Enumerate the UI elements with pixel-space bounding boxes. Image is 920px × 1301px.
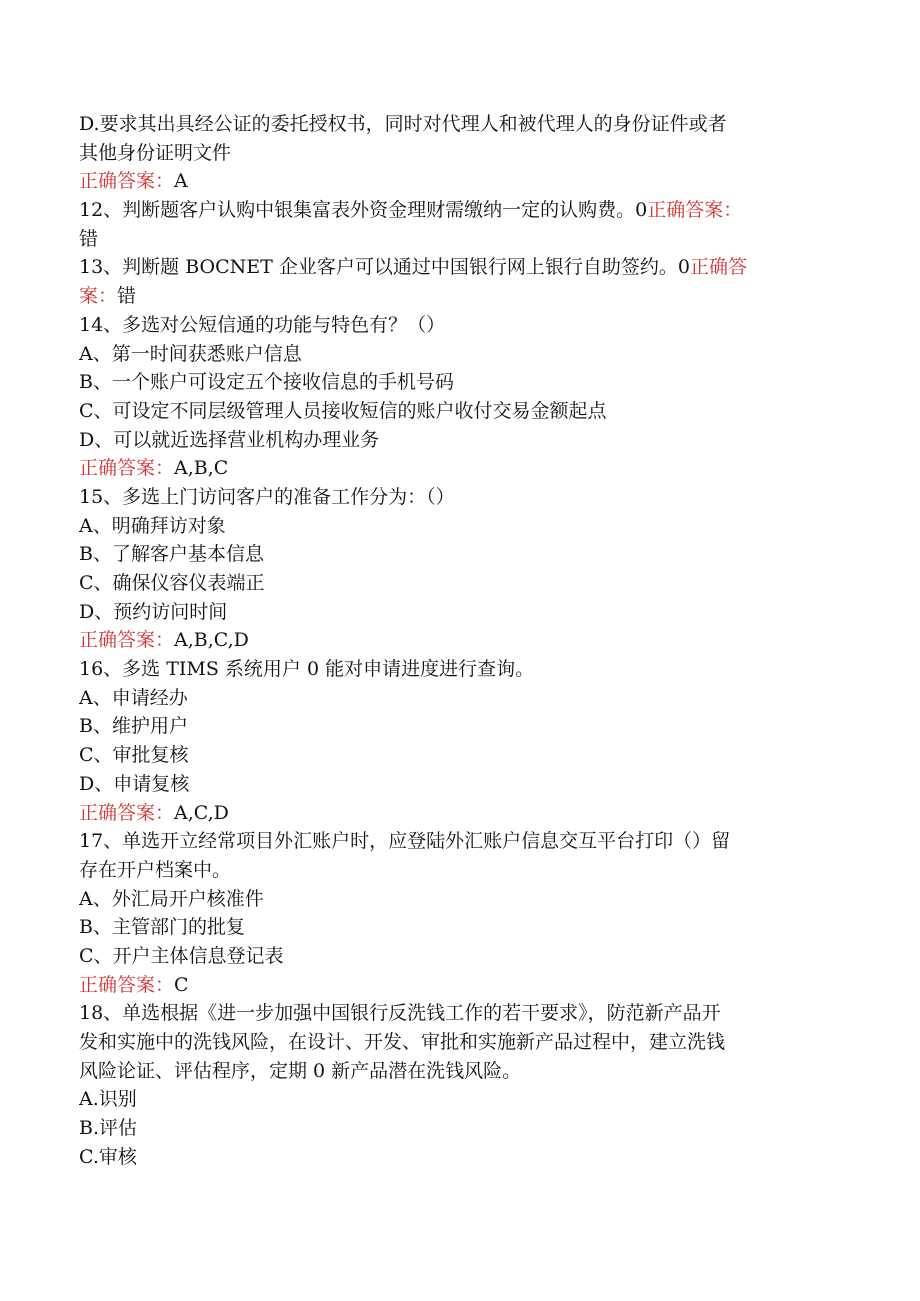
option-line (79, 942, 824, 971)
option-line (79, 1114, 824, 1143)
text-line (79, 110, 824, 139)
answer-label: 正确答案： (79, 629, 175, 652)
line-text: 发和实施中的洗钱风险，在设计、开发、审批和实施新产品过程中，建立洗钱 (79, 1031, 726, 1053)
option-line (79, 741, 824, 770)
line-text: B、主管部门的批复 (79, 916, 245, 939)
line-text: D.要求其出具经公证的委托授权书，同时对代理人和被代理人的身份证件或者 (79, 113, 727, 135)
line-text: C、确保仪容仪表端正 (79, 572, 265, 594)
text-line (79, 1028, 824, 1057)
line-text: A、明确拜访对象 (79, 514, 226, 537)
line-text: C、可设定不同层级管理人员接收短信的账户收付交易金额起点 (79, 399, 607, 422)
answer-label: 正确答案： (79, 973, 175, 996)
text-line (79, 139, 824, 168)
text-line (79, 856, 824, 885)
option-line (79, 397, 824, 426)
answer-value: A,C,D (174, 801, 229, 824)
option-line (79, 340, 824, 369)
option-line (79, 598, 824, 627)
option-line (79, 1143, 824, 1172)
line-text: 16、多选 TIMS 系统用户 0 能对申请进度进行查询。 (79, 658, 535, 681)
answer-line (79, 971, 824, 1000)
question-line (79, 196, 824, 225)
line-text: D、可以就近选择营业机构办理业务 (79, 428, 380, 451)
line-text: 错 (79, 227, 99, 250)
answer-value: A,B,C,D (174, 629, 249, 652)
line-text: D、预约访问时间 (79, 600, 228, 623)
line-text: A、第一时间获悉账户信息 (79, 342, 302, 365)
option-line (79, 540, 824, 569)
option-line (79, 684, 824, 713)
option-line (79, 569, 824, 598)
line-text: C、审批复核 (79, 744, 189, 767)
line-text: 15、多选上门访问客户的准备工作分为：（） (79, 485, 455, 508)
line-text: D、申请复核 (79, 772, 190, 795)
line-text: 其他身份证明文件 (79, 141, 232, 164)
line-text: B、一个账户可设定五个接收信息的手机号码 (79, 371, 454, 394)
option-line (79, 885, 824, 914)
question-line (79, 999, 824, 1028)
question-line (79, 827, 824, 856)
answer-label: 正确答案： (647, 199, 743, 222)
line-text: 12、判断题客户认购中银集富表外资金理财需缴纳一定的认购费。0 (79, 199, 648, 222)
option-line (79, 712, 824, 741)
question-line (79, 311, 824, 340)
question-line (79, 655, 824, 684)
answer-label: 正确答 (689, 256, 747, 279)
line-text: C、开户主体信息登记表 (79, 944, 284, 967)
answer-line (79, 167, 824, 196)
option-line (79, 1085, 824, 1114)
option-line (79, 426, 824, 455)
answer-line (79, 626, 824, 655)
option-line (79, 368, 824, 397)
line-text: 13、判断题 BOCNET 企业客户可以通过中国银行网上银行自助签约。0 (79, 256, 690, 279)
line-text: B.评估 (79, 1117, 138, 1140)
line-text: 14、多选对公短信通的功能与特色有？（） (79, 313, 446, 336)
text-line (79, 1057, 824, 1086)
answer-value: C (174, 973, 189, 996)
answer-line (79, 799, 824, 828)
text-line (79, 225, 824, 254)
line-text: B、了解客户基本信息 (79, 543, 264, 566)
line-text: B、维护用户 (79, 715, 188, 738)
answer-label: 正确答案： (79, 801, 175, 824)
answer-value: A (174, 170, 188, 193)
answer-value: A,B,C (174, 457, 229, 480)
answer-label: 正确答案： (79, 170, 175, 193)
answer-value: 错 (117, 285, 137, 308)
option-line (79, 770, 824, 799)
answer-label: 案： (79, 285, 118, 308)
line-text: A.识别 (79, 1088, 137, 1111)
line-text: 存在开户档案中。 (79, 858, 232, 881)
option-line (79, 913, 824, 942)
line-text: 17、单选开立经常项目外汇账户时，应登陆外汇账户信息交互平台打印（）留 (79, 830, 731, 853)
line-text: C.审核 (79, 1145, 137, 1168)
document-body (79, 110, 824, 1171)
question-line (79, 253, 824, 282)
line-text: A、申请经办 (79, 686, 188, 709)
line-text: 18、单选根据《进一步加强中国银行反洗钱工作的若干要求》，防范新产品开 (79, 1002, 721, 1025)
option-line (79, 512, 824, 541)
question-line (79, 483, 824, 512)
answer-line (79, 282, 824, 311)
answer-label: 正确答案： (79, 457, 175, 480)
line-text: A、外汇局开户核准件 (79, 887, 264, 910)
line-text: 风险论证、评估程序，定期 0 新产品潜在洗钱风险。 (79, 1059, 522, 1082)
answer-line (79, 454, 824, 483)
